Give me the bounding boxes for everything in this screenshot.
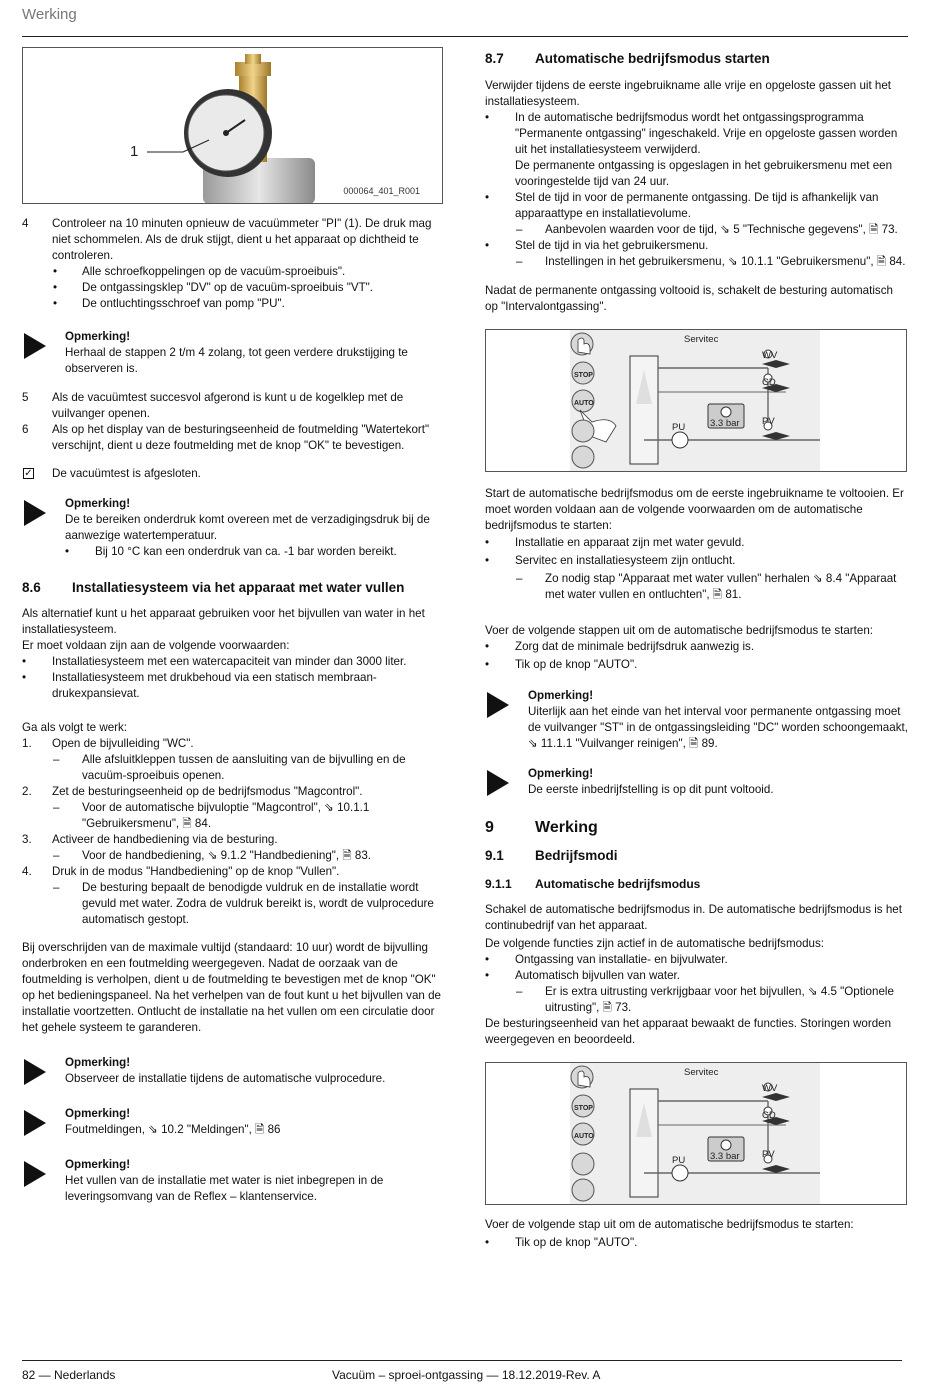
- header-title: Werking: [22, 6, 77, 23]
- display-schematic: [486, 1063, 906, 1204]
- chapter-heading-9: 9 Werking: [485, 819, 598, 836]
- list-item: • Zorg dat de minimale bedrijfsdruk aanwezig is.: [485, 640, 755, 653]
- note-arrow-icon: [487, 692, 509, 718]
- list-item: • Tik op de knop "AUTO".: [485, 1236, 638, 1249]
- note-box: Opmerking! De te bereiken onderdruk komt overeen met de verzadigingsdruk bij de aanwezige watertemperatuur. • Bij 10 °C kan een onderdruk van ca. -1 bar worden bereikt.: [22, 496, 443, 560]
- paragraph: De volgende functies zijn actief in de automatische bedrijfsmodus:: [485, 937, 824, 950]
- controller-display-figure-2: [485, 1062, 907, 1205]
- list-item: – Er is extra uitrusting verkrijgbaar voor het bijvullen, ⇘ 4.5 "Optionele uitrusting", 🗎 73.: [516, 985, 894, 1014]
- paragraph: Start de automatische bedrijfsmodus om de eerste ingebruikname te voltooien. Er moet worden voldaan aan de volgende voorwaarden om de automatische bedrijfsmodus te starten:: [485, 487, 904, 532]
- footer-document-title: Vacuüm – sproei-ontgassing — 18.12.2019-Rev. A: [332, 1368, 601, 1382]
- note-arrow-icon: [487, 770, 509, 796]
- result-check: ✓ De vacuümtest is afgesloten.: [24, 467, 201, 480]
- step-5: 5 Als de vacuümtest succesvol afgerond is kunt u de kogelklep met de vuilvanger openen.: [22, 391, 404, 420]
- paragraph: Verwijder tijdens de eerste ingebruikname alle vrije en opgeloste gassen uit het installatiesysteem.: [485, 79, 892, 108]
- label-pv: PV: [762, 416, 775, 427]
- list-item: • De ontgassingsklep "DV" op de vacuüm-sproeibuis "VT".: [53, 281, 373, 294]
- paragraph: Schakel de automatische bedrijfsmodus in. De automatische bedrijfsmodus is het continubedrijf van het apparaat.: [485, 903, 902, 932]
- list-item: • De ontluchtingsschroef van pomp "PU".: [53, 297, 285, 310]
- list-item: • Installatiesysteem met drukbehoud via een statisch membraan-drukexpansievat.: [22, 671, 377, 700]
- note-arrow-icon: [24, 1161, 46, 1187]
- list-item: • Stel de tijd in voor de permanente ontgassing. De tijd is afhankelijk van apparaattype en installatievolume.: [485, 191, 879, 220]
- section-heading-9-1-1: 9.1.1 Automatische bedrijfsmodus: [485, 877, 701, 891]
- paragraph: Voer de volgende stappen uit om de automatische bedrijfsmodus te starten:: [485, 624, 873, 637]
- auto-button[interactable]: AUTO: [574, 1133, 594, 1140]
- list-item: • In de automatische bedrijfsmodus wordt het ontgassingsprogramma "Permanente ontgassing" ingeschakeld. Vrije en opgeloste gassen worden uit het installatiesysteem verwijderd. De permanente ontgassing is opgeslagen in het gebruikersmenu met een vooringestelde tijd van 24 uur.: [485, 111, 898, 188]
- list-item: • Bij 10 °C kan een onderdruk van ca. -1 bar worden bereikt.: [65, 545, 397, 558]
- list-item: – Alle afsluitkleppen tussen de aansluiting van de bijvulling en de vacuüm-sproeibuis openen.: [53, 753, 406, 782]
- note-box: Opmerking! Uiterlijk aan het einde van het interval voor permanente ontgassing moet de vuilvanger "ST" in de ontgassingsleiding "DC" worden schoongemaakt, ⇘ 11.1.1 "Vuilvanger reinigen", 🗎 89.: [485, 688, 909, 752]
- figure-caption: 000064_401_R001: [343, 186, 420, 196]
- page-footer: [22, 1360, 902, 1384]
- paragraph: De besturingseenheid van het apparaat bewaakt de functies. Storingen worden weergegeven en beoordeeld.: [485, 1017, 892, 1046]
- left-column: [22, 47, 443, 1205]
- step-3: 3. Activeer de handbediening via de besturing.: [22, 833, 278, 846]
- section-heading-8-6: 8.6 Installatiesysteem via het apparaat met water vullen: [22, 580, 405, 595]
- vacuum-gauge-figure: [22, 47, 443, 204]
- note-arrow-icon: [24, 1059, 46, 1085]
- figure-callout-1: 1: [130, 143, 139, 160]
- note-arrow-icon: [24, 1110, 46, 1136]
- label-pu: PU: [672, 422, 686, 433]
- list-item: – Instellingen in het gebruikersmenu, ⇘ 10.1.1 "Gebruikersmenu", 🗎 84.: [516, 255, 906, 268]
- list-item: – Zo nodig stap "Apparaat met water vullen" herhalen ⇘ 8.4 "Apparaat met water vullen en ontluchten", 🗎 81.: [516, 572, 897, 601]
- note-text: Herhaal de stappen 2 t/m 4 zolang, tot geen verdere drukstijging te observeren is.: [65, 346, 408, 375]
- note-title: Opmerking!: [65, 330, 131, 343]
- auto-button[interactable]: AUTO: [574, 400, 594, 407]
- paragraph: Ga als volgt te werk:: [22, 721, 128, 734]
- stop-button[interactable]: STOP: [574, 372, 593, 379]
- label-cd: CD: [762, 1110, 776, 1121]
- right-column: [485, 47, 909, 1251]
- section-heading-8-7: 8.7 Automatische bedrijfsmodus starten: [485, 51, 770, 66]
- display-schematic: [486, 330, 906, 471]
- list-item: – Aanbevolen waarden voor de tijd, ⇘ 5 "Technische gegevens", 🗎 73.: [516, 223, 898, 236]
- list-item: • Installatie en apparaat zijn met water gevuld.: [485, 536, 745, 549]
- stop-button[interactable]: STOP: [574, 1105, 593, 1112]
- label-pu: PU: [672, 1155, 686, 1166]
- step-6: 6 Als op het display van de besturingseenheid de foutmelding "Watertekort" verschijnt, dient u deze foutmelding met de knop "OK" te bevestigen.: [22, 423, 430, 452]
- panel-title: Servitec: [684, 1067, 719, 1078]
- label-wv: WV: [762, 350, 778, 361]
- pressure-readout: 3.3 bar: [710, 418, 740, 429]
- paragraph: Nadat de permanente ontgassing voltooid is, schakelt de besturing automatisch op "Intervalontgassing".: [485, 284, 893, 313]
- pressure-readout: 3.3 bar: [710, 1151, 740, 1162]
- panel-title: Servitec: [684, 334, 719, 345]
- list-item: • Ontgassing van installatie- en bijvulwater.: [485, 953, 728, 966]
- list-item: • Installatiesysteem met een watercapaciteit van minder dan 3000 liter.: [22, 655, 407, 668]
- vacuum-gauge-illustration: [23, 48, 442, 203]
- paragraph: Als alternatief kunt u het apparaat gebruiken voor het bijvullen van water in het installatiesysteem.: [22, 607, 425, 636]
- list-item: • Tik op de knop "AUTO".: [485, 658, 638, 671]
- list-item: • Servitec en installatiesysteem zijn ontlucht.: [485, 554, 736, 567]
- list-item: – Voor de automatische bijvuloptie "Magcontrol", ⇘ 10.1.1 "Gebruikersmenu", 🗎 84.: [53, 801, 370, 830]
- step-4b: 4. Druk in de modus "Handbediening" op de knop "Vullen".: [22, 865, 340, 878]
- step-number: 4: [22, 217, 29, 230]
- note-arrow-icon: [24, 333, 46, 359]
- note-arrow-icon: [24, 500, 46, 526]
- paragraph: Voer de volgende stap uit om de automatische bedrijfsmodus te starten:: [485, 1218, 854, 1231]
- list-item: • Automatisch bijvullen van water.: [485, 969, 680, 982]
- note-box: [22, 329, 443, 377]
- section-heading-9-1: 9.1 Bedrijfsmodi: [485, 848, 618, 863]
- paragraph: Bij overschrijden van de maximale vultijd (standaard: 10 uur) wordt de bijvulling onderbroken en een foutmelding weergegeven. Nadat de oorzaak van de foutmelding is verholpen, dient u de foutmelding te bevestigen met de knop "OK" op het bedieningspaneel. Na het verhelpen van de fout kunt u het bijvullen van de installatie voortzetten. Ontlucht de installatie na het vullen om een circulatie door het gehele systeem te garanderen.: [22, 941, 441, 1034]
- step-4: [22, 216, 443, 264]
- controller-display-figure: [485, 329, 907, 472]
- note-box: Opmerking! Foutmeldingen, ⇘ 10.2 "Meldingen", 🗎 86: [22, 1106, 443, 1138]
- note-box: Opmerking! Observeer de installatie tijdens de automatische vulprocedure.: [22, 1055, 443, 1087]
- page-header: [22, 0, 908, 37]
- label-cd: CD: [762, 377, 776, 388]
- note-box: Opmerking! Het vullen van de installatie met water is niet inbegrepen in de leveringsomvang van de Reflex – klantenservice.: [22, 1157, 443, 1205]
- step-2: 2. Zet de besturingseenheid op de bedrijfsmodus "Magcontrol".: [22, 785, 363, 798]
- footer-page-number: 82 — Nederlands: [22, 1368, 116, 1382]
- checkbox-icon: ✓: [24, 468, 33, 479]
- step-1: 1. Open de bijvulleiding "WC".: [22, 737, 194, 750]
- note-box: Opmerking! De eerste inbedrijfstelling is op dit punt voltooid.: [485, 766, 909, 798]
- step-text: Controleer na 10 minuten opnieuw de vacuümmeter "PI" (1). De druk mag niet schommelen. Als de druk stijgt, dient u het apparaat op dichtheid te controleren.: [52, 217, 432, 262]
- label-wv: WV: [762, 1083, 778, 1094]
- list-item: • Stel de tijd in via het gebruikersmenu.: [485, 239, 709, 252]
- list-item: – Voor de handbediening, ⇘ 9.1.2 "Handbediening", 🗎 83.: [53, 849, 371, 862]
- list-item: – De besturing bepaalt de benodigde vuldruk en de installatie wordt gevuld met water. Zodra de vuldruk bereikt is, wordt de vulprocedure automatisch gestopt.: [53, 881, 434, 926]
- list-item: • Alle schroefkoppelingen op de vacuüm-sproeibuis".: [53, 265, 346, 278]
- paragraph: Er moet voldaan zijn aan de volgende voorwaarden:: [22, 639, 290, 652]
- label-pv: PV: [762, 1149, 775, 1160]
